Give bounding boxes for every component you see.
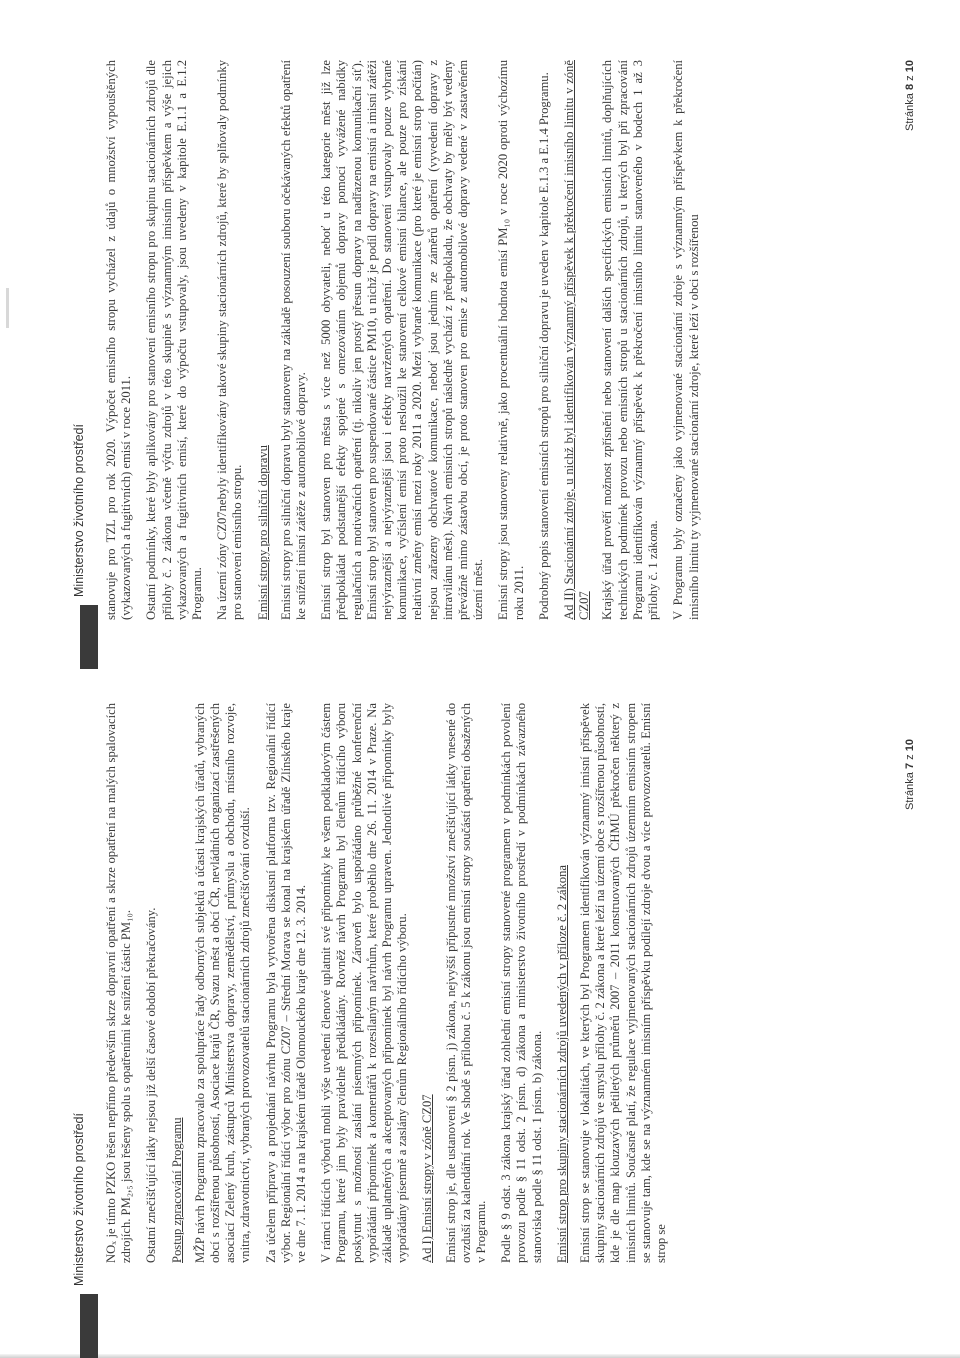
- footer-of: z: [904, 72, 916, 84]
- heading-ad2: Ad II) Stacionární zdroje, u nichž byl identifikován významný příspěvek k překročení imisního limitu v zóně CZ07: [562, 60, 592, 620]
- committee-paragraph: V rámci řídících výborů mohli výše uvedení členové uplatnit své připomínky ke všem podkladovým částem Programu, které jim byly pravidelně předkládány. Rovněž návrh Programu byl členům řídícího výboru poskytnut s možností zaslání písemných připomínek. Zároveň bylo uspořádáno průběžné konferenční vypořádání připomínek a komentářů k rozesílaným návrhům, které proběhlo dne 26. 11. 2014 v Praze. Na základě uplatněných a akceptovaných připomínek byl návrh Programu upraven. Jednotlivé připomínky byly vypořádány písemně a zaslány členům Regionálního řídícího výboru.: [319, 703, 410, 1263]
- other-conditions-paragraph: Ostatní podmínky, které byly aplikovány pro stanovení emisního stropu pro skupinu stacionárních zdrojů dle přílohy č. 2 zákona včetně výčtu zdrojů v této skupině s významným imisním příspěvkem a výše jejich vykazovaných a fugitivních emisí, které do výpočtu vstupovaly, jsou uvedeny v kapitole E.1.1 a E.1.2 Programu.: [144, 60, 205, 620]
- footer-page-number: 8: [904, 83, 916, 91]
- stationary-paragraph: Emisní strop se stanovuje v lokalitách, ve kterých byl Programem identifikován významný imisní příspěvek skupiny stacionárních zdrojů ve smyslu přílohy č. 2 zákona a které leží na území obce s rozšířenou působností, kde je dle map klouzavých pětiletých průměrů 2007 – 2011 konstruovaných ČHMÚ překročen některý z imisních limitů. Současně platí, že regulace vyjmenovaných stacionárních zdrojů územním emisním stropem se stanovuje tam, kde se na významném imisním příspěvku podílejí zdroje dvou a více provozovatelů. Emisní strop se: [578, 703, 669, 1263]
- heading-ad1: Ad I) Emisní stropy v zóně CZ07: [420, 1094, 435, 1263]
- page-footer: [904, 60, 916, 131]
- regional-paragraph: Krajský úřad prověří možnost zpřísnění nebo stanovení dalších specifických emisních limitů, doplňujících technických podmínek provozu nebo emisních stropů u stacionárních zdrojů, u kterých byl při zpracování Programu identifikován významný příspěvek k překročení imisního limitu stanoveného v bodech 1 až 3 přílohy č. 1 zákona.: [600, 60, 661, 620]
- program-paragraph: V Programu byly označeny jako vyjmenované stacionární zdroje s významným příspěvkem k překročení imisního limitu ty vyjmenované stacionární zdroje, které leží v obci s rozšířenou: [671, 60, 701, 620]
- footer-of: z: [904, 751, 916, 763]
- road-intro-paragraph: Emisní stropy pro silniční dopravu byly stanoveny na základě posouzení souboru očekávaných efektů opatření ke snížení imisní zátěže z automobilové dopravy.: [278, 60, 309, 620]
- page-footer: [904, 739, 916, 810]
- intro-paragraph: NOₓ je tímto PZKO řešen nepřímo především skrze dopravní opatření a skrze opatření na malých spalovacích zdrojích. PM₂,₅ jsou řešeny spolu s opatřeními ke snížení částic PM₁₀.: [104, 703, 134, 1263]
- paragraph-9-paragraph: Podle § 9 odst. 3 zákona krajský úřad zohlední emisní stropy stanovené programem v podmínkách povolení provozu podle § 11 odst. 2 písm. d) zákona a ministerstvo životního prostředí v podmínkách závazného stanoviska podle § 11 odst. 1 písm. b) zákona.: [499, 703, 544, 1263]
- footer-page-number: 7: [904, 762, 916, 770]
- footer-page-total: 10: [904, 739, 916, 752]
- relative-paragraph: Emisní stropy jsou stanoveny relativně, jako procentuální hodnota emisí PM₁₀ v roce 2020 oproti výchozímu roku 2011.: [496, 60, 526, 620]
- other-pollutants-paragraph: Ostatní znečišťující látky nejsou již delší časové období překračovány.: [144, 907, 159, 1263]
- header-bar: [80, 605, 98, 669]
- heading-road: Emisní stropy pro silniční dopravu: [255, 445, 270, 620]
- tzl-paragraph: stanovuje pro TZL pro rok 2020. Výpočet emisního stropu vycházel z údajů o množství vypouštěných (vykazovaných a fugitivních) emisí v roce 2011.: [104, 60, 134, 620]
- header-title: Ministerstvo životního prostředí: [72, 1113, 86, 1286]
- header-bar: [80, 1294, 98, 1358]
- page-body: [104, 703, 679, 1263]
- emission-ceiling-paragraph: Emisní strop je, dle ustanovení § 2 písm. j) zákona, nejvyšší přípustné množství znečišťující látky vnesené do ovzduší za kalendářní rok. Ve shodě s přílohou č. 5 k zákonu jsou emisní stropy součástí opatření obsažených v Programu.: [443, 703, 489, 1263]
- zone-paragraph: Na území zóny CZ07nebyly identifikovány takové skupiny stacionárních zdrojů, které by splňovaly podmínky pro stanovení emisního stropu.: [215, 60, 245, 620]
- footer-prefix: Stránka: [904, 90, 916, 131]
- page-body: [104, 60, 712, 620]
- footer-prefix: Stránka: [904, 769, 916, 810]
- detail-ref-paragraph: Podrobný popis stanovení emisních stropů pro silniční dopravu je uveden v kapitole E.1.3 a E.1.4 Programu.: [536, 72, 551, 620]
- preparation-paragraph: Za účelem přípravy a projednání návrhu Programu byla vytvořena diskusní platforma tzv. Regionální řídící výbor. Regionální řídící výbor pro zónu CZ07 – Střední Morava se konal na krajském úřadě Zlínského kraje ve dne 7. 1. 2014 a na krajském úřadě Olomouckého kraje dne 12. 3. 2014.: [263, 703, 309, 1263]
- footer-page-total: 10: [904, 60, 916, 73]
- document-page-7: [0, 679, 960, 1358]
- mzp-paragraph: MŽP návrh Programu zpracovalo za spolupráce řady odborných subjektů a účasti krajských úřadů, vybraných obcí s rozšířenou působností, Asociace krajů ČR, Svazu měst a obcí ČR, nevládních organizací zastřešených asociací Zelený kruh, zástupců Ministerstva dopravy, zemědělství, průmyslu a obchodu, místního rozvoje, vnitra, zdravotnictví, vybraných provozovatelů stacionárních zdrojů znečišťování ovzduší.: [192, 703, 253, 1263]
- header-title: Ministerstvo životního prostředí: [72, 424, 86, 597]
- heading-stationary: Emisní strop pro skupiny stacionárních zdrojů uvedených v příloze č. 2 zákona: [554, 865, 569, 1263]
- road-detail-paragraph: Emisní strop byl stanoven pro města s více než 5000 obyvateli, neboť u této kategorie měst již lze předpokládat podstatnější efekty spojené s omezováním objemů dopravy pomocí vyvážené nabídky regulačních a motivačních opatření (tj. nikoliv jen prostý přesun dopravy na nadřazenou komunikační síť). Emisní strop byl stanoven pro suspendované částice PM10, u nichž je podíl dopravy na emisní a imisní zátěži nejvýraznější a nejvýraznější jsou i efekty navržených opatření. Do stanovení vstupovaly pouze vybrané komunikace, vyčíslení emisí proto nesloužil ke stanovení celkové emisní bilance, ale pouze pro získání relativní změny emisí mezi roky 2011 a 2020. Mezi vybrané komunikace (pro které je emisní strop počítán) nejsou zařazeny obchvatové komunikace, neboť jsou jedním ze záměrů opatření (vyvedení dopravy z intravilánu měst). Návrh emisních stropů následně vychází z předpokladu, že obchvaty by měly být vedeny převážně mimo zástavbu obcí, je proto stanoven pro emise z automobilové dopravy vedené v zastavěném území měst.: [319, 60, 486, 620]
- heading-postup: Postup zpracování Programu: [169, 1117, 184, 1263]
